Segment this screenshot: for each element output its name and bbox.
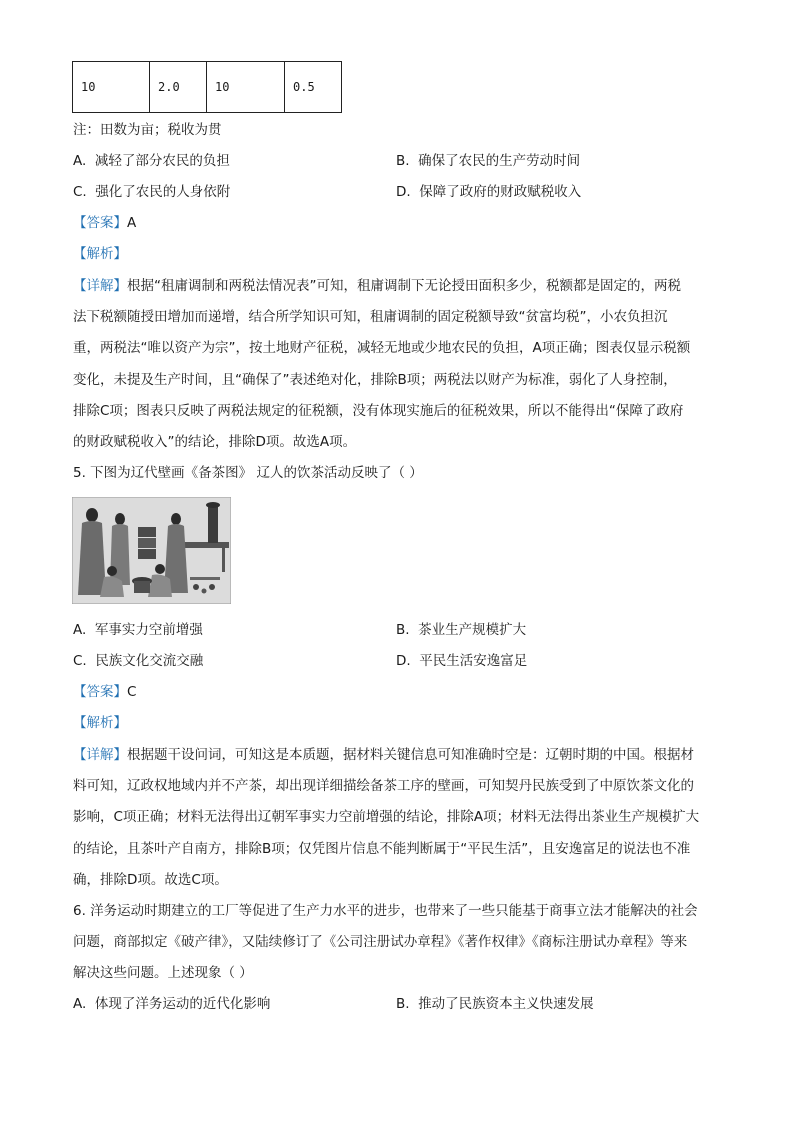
q6-option-b[interactable]: B. 推动了民族资本主义快速发展 [396,996,594,1012]
q6-stem-line: 问题，商部拟定《破产律》，又陆续修订了《公司注册试办章程》《著作权律》《商标注册试办章程》等来 [73,934,688,950]
table-row [73,62,342,113]
q4-detail-line: 的财政赋税收入”的结论，排除D项。故选A项。 [73,434,357,450]
q4-option-c[interactable]: C. 强化了农民的人身依附 [73,184,231,200]
q4-option-a[interactable]: A. 减轻了部分农民的负担 [73,153,230,169]
detail-tag: 【详解】 [73,278,127,294]
table-note: 注：田数为亩；税收为贯 [73,122,222,138]
q4-detail-line: 排除C项；图表只反映了两税法规定的征税额，没有体现实施后的征税效果，所以不能得出“保障了政府 [73,403,684,419]
tax-table [72,61,342,113]
answer-tag: 【答案】 [73,684,127,700]
table-cell: 0.5 [285,62,342,113]
q5-answer: 【答案】C [73,684,137,700]
q5-option-c[interactable]: C. 民族文化交流交融 [73,653,204,669]
q4-option-d[interactable]: D. 保障了政府的财政赋税收入 [396,184,582,200]
q6-stem-line: 6. 洋务运动时期建立的工厂等促进了生产力水平的进步，也带来了一些只能基于商事立法才能解决的社会 [73,903,698,919]
q4-detail-line: 法下税额随授田增加而递增，结合所学知识可知，租庸调制的固定税额导致“贫富均税”，小农负担沉 [73,309,668,325]
q5-detail-line: 确，排除D项。故选C项。 [73,872,228,888]
q5-option-a[interactable]: A. 军事实力空前增强 [73,622,203,638]
answer-tag: 【答案】 [73,215,127,231]
q4-answer: 【答案】A [73,215,137,231]
q4-detail-line: 变化，未提及生产时间，且“确保了”表述绝对化，排除B项；两税法以财产为标准，弱化了人身控制， [73,372,677,388]
q4-detail-line: 重，两税法“唯以资产为宗”，按土地财产征税，减轻无地或少地农民的负担，A项正确；图表仅显示税额 [73,340,691,356]
detail-tag: 【详解】 [73,747,127,763]
q5-detail-line: 的结论，且茶叶产自南方，排除B项；仅凭图片信息不能判断属于“平民生活”，且安逸富足的说法也不准 [73,841,691,857]
table-cell: 10 [73,62,150,113]
q6-option-a[interactable]: A. 体现了洋务运动的近代化影响 [73,996,271,1012]
q5-detail-line: 影响，C项正确；材料无法得出辽朝军事实力空前增强的结论，排除A项；材料无法得出茶业生产规模扩大 [73,809,700,825]
q5-detail-line: 料可知，辽政权地域内并不产茶，却出现详细描绘备茶工序的壁画，可知契丹民族受到了中原饮茶文化的 [73,778,694,794]
q4-detail-line: 【详解】根据“租庸调制和两税法情况表”可知，租庸调制下无论授田面积多少，税额都是固定的，两税 [73,278,681,294]
q6-stem-line: 解决这些问题。上述现象（ ） [73,965,253,981]
table-cell: 10 [207,62,285,113]
q5-option-b[interactable]: B. 茶业生产规模扩大 [396,622,527,638]
tea-preparation-mural-illustration [72,497,231,604]
q4-analysis-tag: 【解析】 [73,246,127,262]
q5-option-d[interactable]: D. 平民生活安逸富足 [396,653,528,669]
q5-stem: 5. 下图为辽代壁画《备茶图》 辽人的饮茶活动反映了（ ） [73,465,423,481]
table-cell: 2.0 [150,62,207,113]
q4-option-b[interactable]: B. 确保了农民的生产劳动时间 [396,153,581,169]
mural-image [72,497,231,604]
q5-analysis-tag: 【解析】 [73,715,127,731]
q5-detail-line: 【详解】根据题干设问词，可知这是本质题，据材料关键信息可知准确时空是：辽朝时期的中国。根据材 [73,747,694,763]
